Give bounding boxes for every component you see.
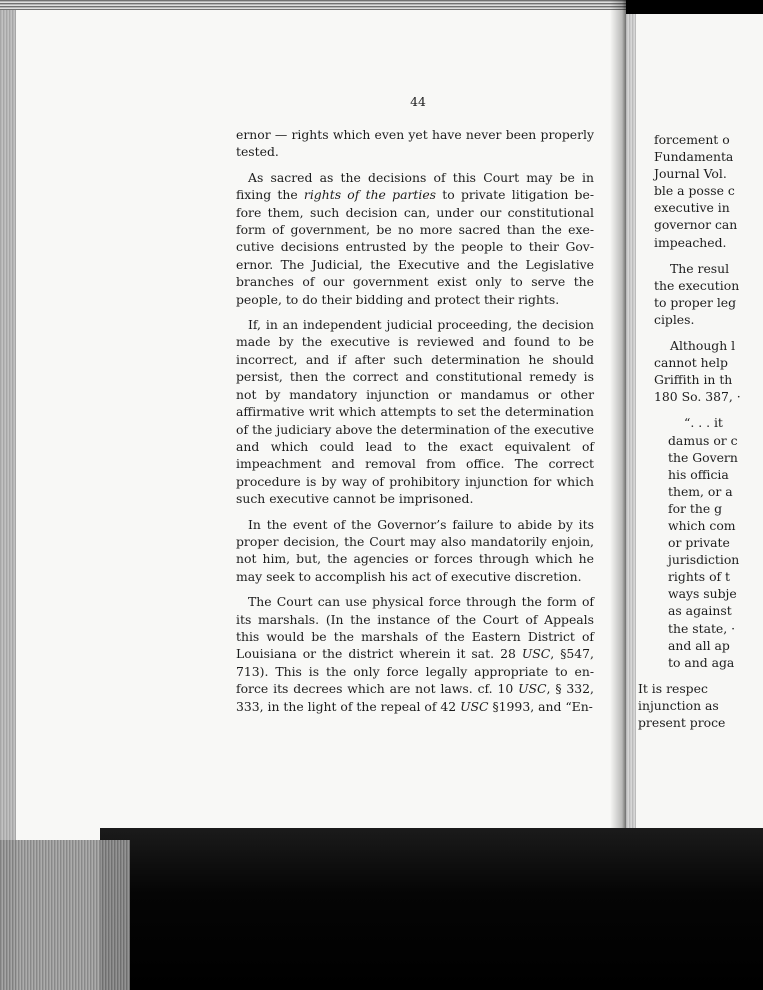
text-line: Journal Vol. — [654, 166, 727, 182]
text-line: to proper leg — [654, 294, 737, 310]
quote-line: the state, · — [668, 620, 736, 636]
paragraph-2-text-b: to private litigation before them, such decision can, under our constitutional form of government, be no more sacred than the executive decisions entrusted by the people to their Governor. The Judicial, the Executive and the Legislative branches of our government exist only to serve the people, to do their bidding and protect their rights. — [236, 187, 595, 307]
paragraph-5-text-d: §1993, and “En- — [488, 698, 593, 714]
paragraph-5 — [236, 593, 594, 715]
page-number: 44 — [410, 94, 426, 109]
quote-line: which com — [668, 517, 736, 533]
quote-line: them, or a — [668, 483, 733, 499]
quote-line: “. . . it — [684, 415, 723, 431]
quote-line: or private — [668, 535, 730, 551]
paragraph-2-text-a: As sacred as the decisions of this Court may be in fixing the — [236, 169, 594, 203]
text-line: executive in — [654, 200, 730, 216]
text-line: ciples. — [654, 311, 695, 327]
paragraph-5-text-c: , § 332, 333, in the light of the repeal of 42 — [236, 681, 594, 714]
paragraph-3: If, in an independent judicial proceeding, the decision made by the executive is reviewed and found to be incorrect, and if after such determination he should persist, then the correct and constitutional remedy is not by mandatory injunction or mandamus or other affirmative writ which attempts to set the determination of the judiciary above the determination of the executive and which could lead to the exact equivalent of impeachment and removal from office. The correct procedure is by way of prohibitory injunction for which such executive cannot be imprisoned. — [236, 317, 594, 507]
paragraph-1: ernor — rights which even yet have never been properly tested. — [236, 127, 594, 160]
text-line: Fundamenta — [654, 149, 734, 165]
paragraph-5-text-b: , §547, 713). This is the only force legally appropriate to enforce its decrees which are not laws. cf. 10 — [236, 646, 594, 697]
quote-line: ways subje — [668, 586, 737, 602]
quote-line: to and aga — [668, 654, 735, 670]
citation-usc: USC — [460, 698, 489, 714]
text-line: forcement o — [654, 132, 730, 147]
text-line: It is respec — [638, 680, 708, 696]
quote-line: damus or c — [668, 432, 738, 448]
quote-line: as against — [668, 603, 732, 619]
right-page-body — [638, 131, 763, 731]
paragraph-4: In the event of the Governor’s failure to abide by its proper decision, the Court may also mandatorily enjoin, not him, but, the agencies or forces through which he may seek to accomplish his act of executive discretion. — [236, 516, 594, 584]
left-page-top-edge — [0, 0, 626, 10]
text-line: Although l — [670, 338, 736, 354]
quote-line: and all ap — [668, 637, 730, 653]
citation-usc: USC — [518, 681, 547, 697]
dark-scan-background — [100, 828, 763, 990]
quote-line: his officia — [668, 466, 729, 482]
text-line: the execution — [654, 277, 740, 293]
text-line: injunction as — [638, 697, 719, 713]
quote-line: rights of t — [668, 569, 731, 585]
paragraph-2 — [236, 169, 594, 308]
quote-line: the Govern — [668, 449, 738, 465]
text-line: governor can — [654, 217, 738, 233]
quote-line: for the g — [668, 500, 723, 516]
quote-line: jurisdiction — [668, 552, 740, 568]
paragraph-2-italic: rights of the parties — [303, 187, 437, 203]
text-line: The resul — [670, 260, 730, 276]
paragraph-5-text-a: The Court can use physical force through the form of its marshals. (In the instance of the Court of Appeals this would be the marshals of the Eastern District of Louisiana or the district wherein it sat. 28 — [236, 594, 594, 662]
left-page-body — [236, 126, 594, 723]
text-line: 180 So. 387, · — [654, 389, 741, 405]
page-stack-edge — [0, 840, 130, 990]
text-line: cannot help — [654, 355, 728, 371]
text-line: ble a posse c — [654, 183, 735, 199]
text-line: impeached. — [654, 234, 727, 250]
citation-usc: USC — [521, 646, 551, 662]
text-line: Griffith in th — [654, 372, 733, 388]
text-line: present proce — [638, 715, 726, 730]
